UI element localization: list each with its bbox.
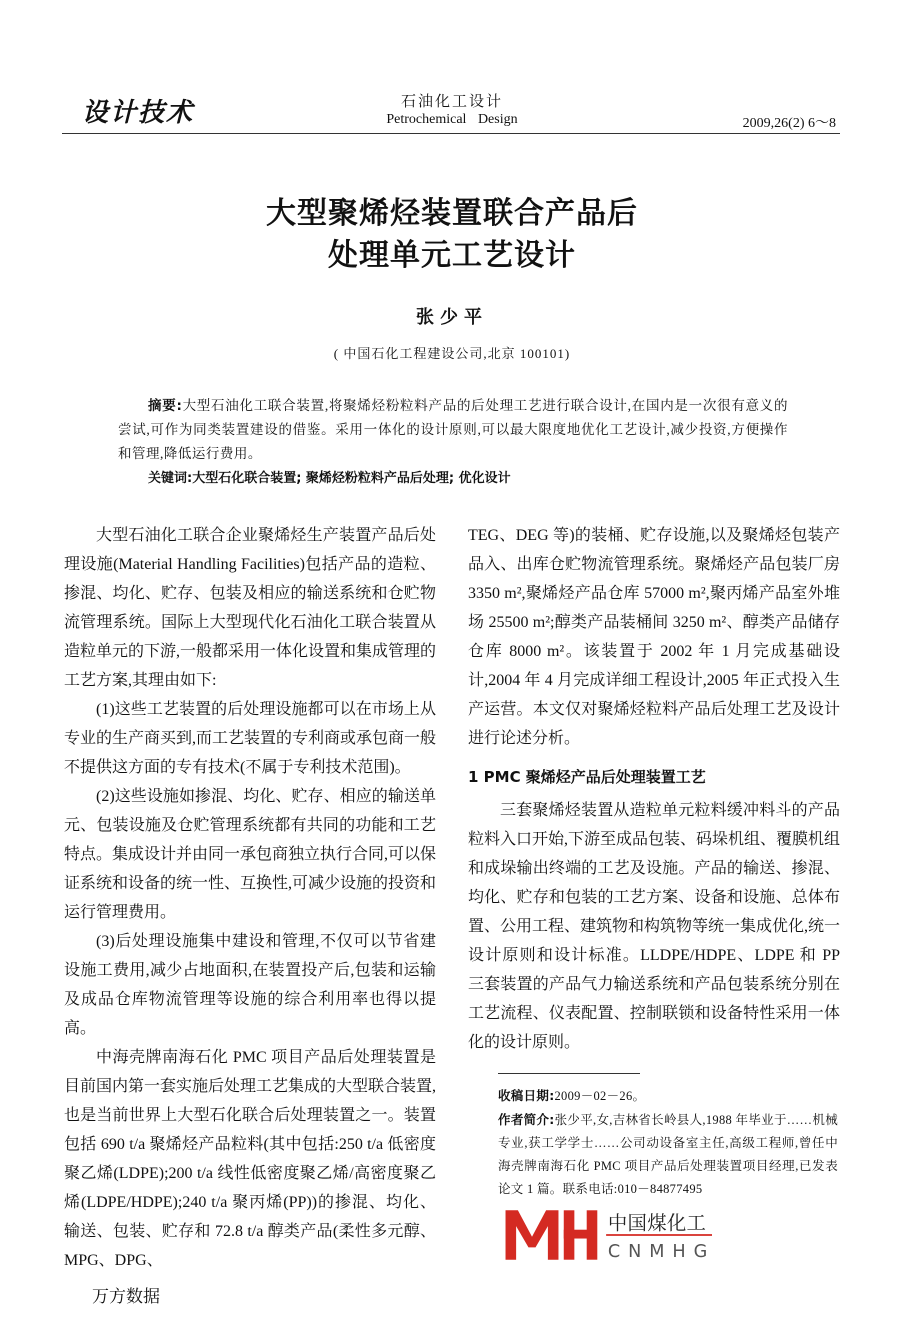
- abstract-text: 大型石油化工联合装置,将聚烯烃粉粒料产品的后处理工艺进行联合设计,在国内是一次很有意义的尝试,可作为同类装置建设的借鉴。采用一体化的设计原则,可以最大限度地优化工艺设计,减少投资,方便操作和管理,降低运行费用。: [118, 398, 789, 461]
- paragraph: (1)这些工艺装置的后处理设施都可以在市场上从专业的生产商买到,而工艺装置的专利商或承包商一般不提供这方面的专有技术(不属于专利技术范围)。: [64, 701, 437, 776]
- abstract-label: 摘要:: [148, 398, 183, 414]
- affiliation: ( 中国石化工程建设公司,北京 100101): [333, 346, 571, 361]
- keywords-label: 关键词:: [148, 471, 193, 486]
- issue-info: 2009,26(2) 6～8: [742, 116, 836, 131]
- section-label: 设计技术: [82, 98, 195, 128]
- footnote-divider: [498, 1073, 640, 1074]
- paragraph: 三套聚烯烃装置从造粒单元粒料缓冲料斗的产品粒料入口开始,下游至成品包装、码垛机组、覆膜机组和成垛输出终端的工艺及设施。产品的输送、掺混、均化、贮存和包装的工艺方案、设备和设施、总体布置、公用工程、建筑物和构筑物等统一集成优化,统一设计原则和设计标准。LLDPE/HDPE、LDPE 和 PP 三套装置的产品气力输送系统和产品包装系统分别在工艺流程、仪表配置、控制联锁和设备特性采用一体化的设计原则。: [468, 802, 841, 1051]
- journal-name-en: Petrochemical Design: [386, 112, 518, 127]
- footer-source: 万方数据: [92, 1287, 160, 1307]
- cnmhg-logo-icon: [502, 1207, 802, 1263]
- paragraph: 中海壳牌南海石化 PMC 项目产品后处理装置是目前国内第一套实施后处理工艺集成的大型联合装置,也是当前世界上大型石化联合后处理装置之一。装置包括 690 t/a 聚烯烃产品粒料(其中包括:250 t/a 低密度聚乙烯(LDPE);200 t/a 线性低密度聚乙烯/高密度聚乙烯(LDPE/HDPE);240 t/a 聚丙烯(PP))的掺混、均化、输送、包装、贮存和 72.8 t/a 醇类产品(柔性多元醇、MPG、DPG、: [64, 1049, 437, 1269]
- watermark-cn: 中国煤化工: [607, 1211, 707, 1235]
- paragraph: (3)后处理设施集中建设和管理,不仅可以节省建设施工费用,减少占地面积,在装置投产后,包装和运输及成品仓库物流管理等设施的综合利用率也得以提高。: [64, 933, 436, 1037]
- abstract-block: [118, 394, 788, 490]
- bio-text: 张少平,女,吉林省长岭县人,1988 年毕业于……机械专业,获工学学士……公司动设备室主任,高级工程师,曾任中海壳牌南海石化 PMC 项目产品后处理装置项目经理,已发表论文 1 篇。联系电话:010－84877495: [498, 1113, 838, 1196]
- right-column: [468, 521, 840, 1263]
- title-line-2: 处理单元工艺设计: [328, 238, 576, 273]
- journal-name-cn: 石油化工设计: [400, 94, 503, 110]
- received-label: 收稿日期:: [498, 1088, 555, 1103]
- footnote: [498, 1084, 838, 1263]
- bio-label: 作者简介:: [498, 1112, 555, 1127]
- title-line-1: 大型聚烯烃装置联合产品后: [266, 196, 638, 231]
- paragraph: TEG、DEG 等)的装桶、贮存设施,以及聚烯烃包装产品入、出库仓贮物流管理系统。聚烯烃产品包装厂房 3350 m²,聚烯烃产品仓库 57000 m²,聚丙烯产品室外堆场 25500 m²;醇类产品装桶间 3250 m²、醇类产品储存仓库 8000 m²。该装置于 2002 年 1 月完成基础设计,2004 年 4 月完成详细工程设计,2005 年正式投入生产运营。本文仅对聚烯烃粒料产品后处理工艺及设计进行论述分析。: [468, 527, 840, 747]
- keywords: [118, 468, 788, 490]
- author: 张少平: [416, 307, 488, 327]
- abstract: [118, 394, 788, 466]
- section-heading: 1 PMC 聚烯烃产品后处理装置工艺: [468, 768, 706, 786]
- paragraph: (2)这些设施如掺混、均化、贮存、相应的输送单元、包装设施及仓贮管理系统都有共同的功能和工艺特点。集成设计并由同一承包商独立执行合同,可以保证系统和设备的统一性、互换性,可减少设施的投资和运行管理费用。: [64, 788, 437, 921]
- left-column: [64, 521, 436, 1309]
- header-divider: [62, 133, 840, 134]
- watermark-en: CNMHG: [607, 1242, 716, 1263]
- keywords-text: 大型石化联合装置; 聚烯烃粉粒料产品后处理; 优化设计: [192, 471, 511, 486]
- received-date: 2009－02－26。: [554, 1089, 646, 1103]
- paragraph: 大型石油化工联合企业聚烯烃生产装置产品后处理设施(Material Handling Facilities)包括产品的造粒、掺混、均化、贮存、包装及相应的输送系统和仓贮物流管理系统。国际上大型现代化石油化工联合装置从造粒单元的下游,一般都采用一体化设置和集成管理的工艺方案,其理由如下:: [64, 527, 437, 689]
